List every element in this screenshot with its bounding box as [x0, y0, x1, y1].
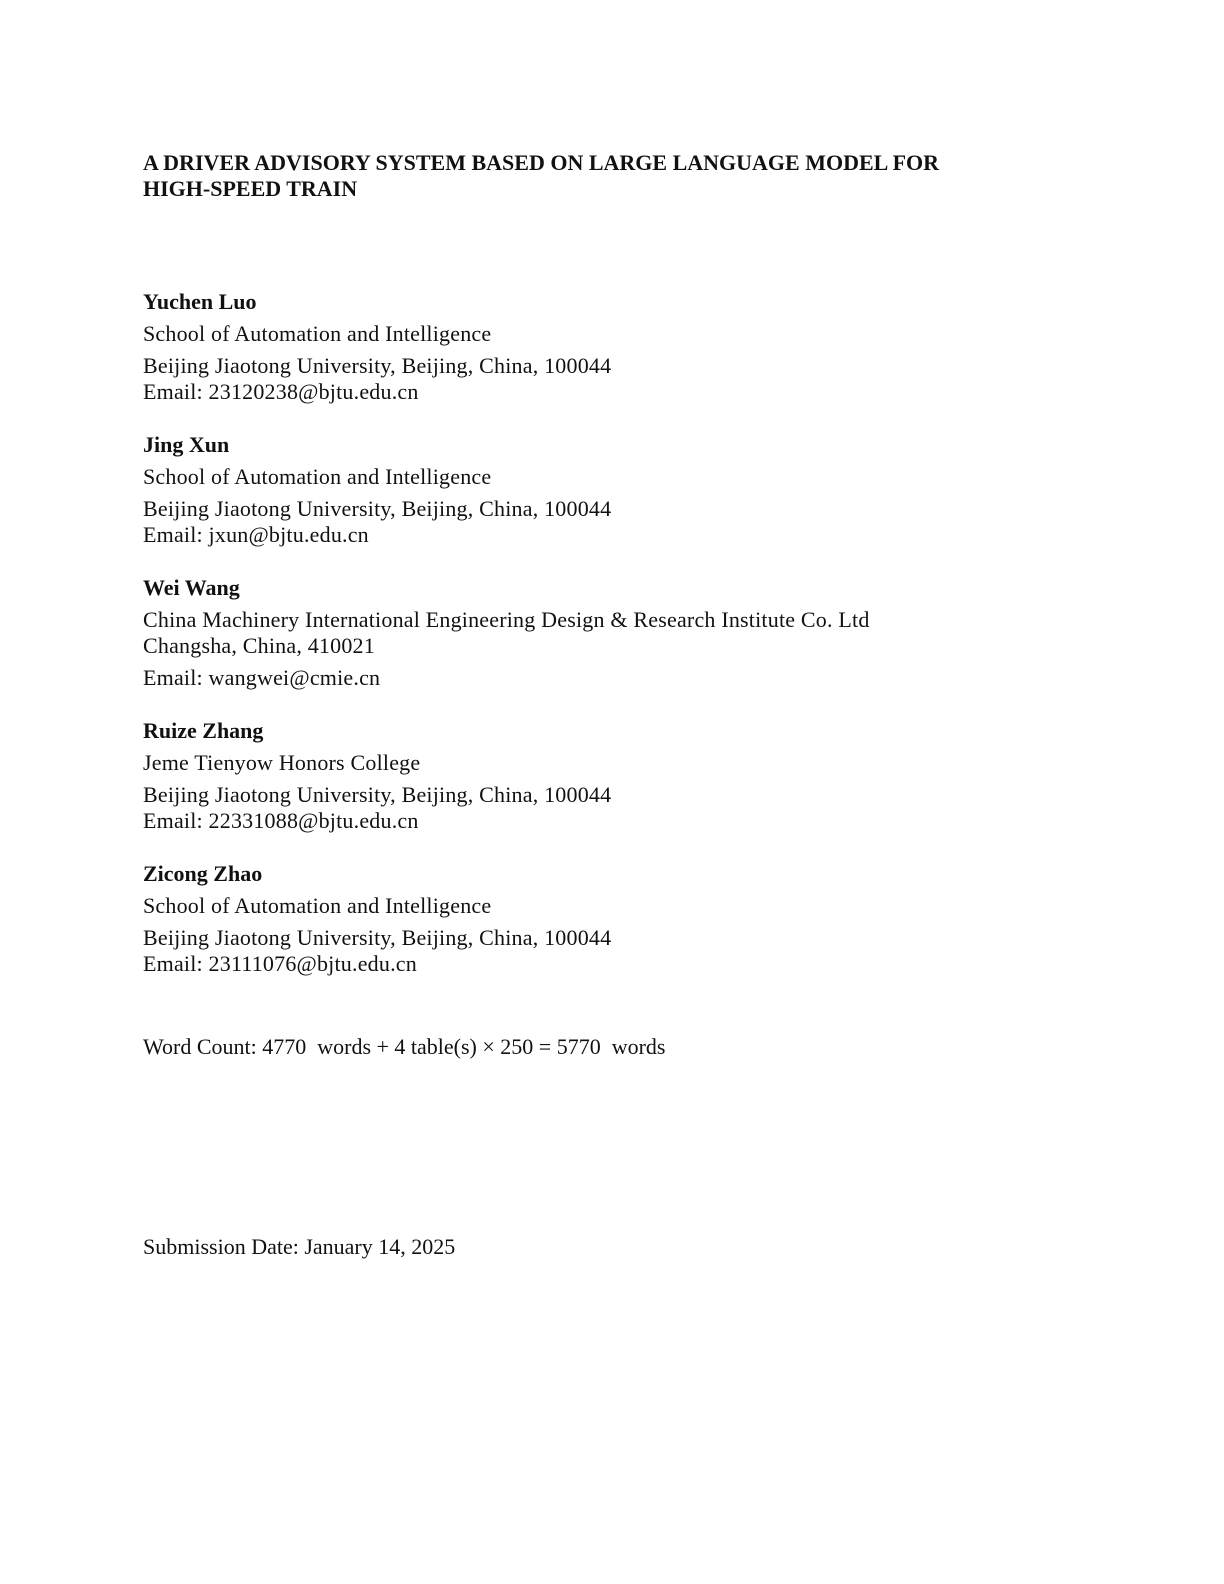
author-block-1	[143, 289, 1043, 405]
author-name: Wei Wang	[143, 575, 240, 600]
author-affiliation: School of Automation and Intelligence	[143, 464, 492, 489]
paper-title-line-1: A DRIVER ADVISORY SYSTEM BASED ON LARGE LANGUAGE MODEL FOR	[143, 150, 940, 175]
author-affiliation: School of Automation and Intelligence	[143, 321, 492, 346]
author-email: Email: wangwei@cmie.cn	[143, 665, 381, 690]
author-affiliation: School of Automation and Intelligence	[143, 893, 492, 918]
author-name: Zicong Zhao	[143, 861, 263, 886]
author-affiliation: China Machinery International Engineering Design & Research Institute Co. Ltd	[143, 607, 870, 632]
word-count: Word Count: 4770 words + 4 table(s) × 250 = 5770 words	[143, 1034, 666, 1059]
author-address: Changsha, China, 410021	[143, 633, 375, 658]
author-address: Beijing Jiaotong University, Beijing, China, 100044	[143, 353, 612, 378]
author-address: Beijing Jiaotong University, Beijing, China, 100044	[143, 496, 612, 521]
author-block-3	[143, 575, 1043, 691]
author-block-4	[143, 718, 1043, 834]
author-name: Jing Xun	[143, 432, 230, 457]
author-block-5	[143, 861, 1043, 977]
author-block-2	[143, 432, 1043, 548]
submission-date: Submission Date: January 14, 2025	[143, 1234, 456, 1259]
author-email: Email: 23111076@bjtu.edu.cn	[143, 951, 417, 976]
author-email: Email: jxun@bjtu.edu.cn	[143, 522, 369, 547]
paper-title-line-2: HIGH-SPEED TRAIN	[143, 176, 358, 201]
author-name: Yuchen Luo	[143, 289, 257, 314]
paper-title	[143, 150, 1043, 202]
author-email: Email: 23120238@bjtu.edu.cn	[143, 379, 419, 404]
author-address: Beijing Jiaotong University, Beijing, China, 100044	[143, 782, 612, 807]
author-email: Email: 22331088@bjtu.edu.cn	[143, 808, 419, 833]
author-name: Ruize Zhang	[143, 718, 264, 743]
author-affiliation: Jeme Tienyow Honors College	[143, 750, 421, 775]
author-address: Beijing Jiaotong University, Beijing, China, 100044	[143, 925, 612, 950]
